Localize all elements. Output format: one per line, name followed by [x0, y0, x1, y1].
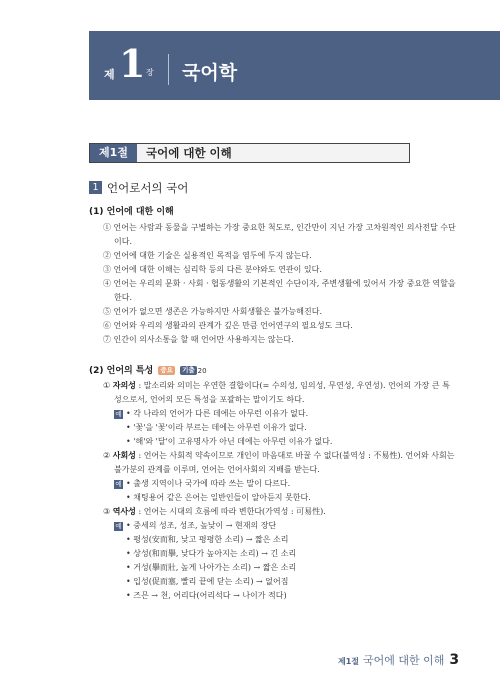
term-name: 자의성 — [112, 381, 136, 390]
list-item: ⑥ 언어와 우리의 생활과의 관계가 깊은 만큼 언어연구의 필요성도 크다. — [103, 321, 353, 330]
example-marker: 예 — [115, 522, 122, 530]
footer-section: 제1절 — [338, 657, 360, 666]
subsection-title: 언어로서의 국어 — [107, 180, 189, 195]
list-item: 한다. — [114, 293, 132, 302]
list-item: • '해'와 '달'이 고유명사가 아닌 데에는 아무런 이유가 없다. — [126, 437, 333, 446]
list-item: • 거성(擧而壯, 높게 나아가는 소리) → 짧은 소리 — [126, 563, 297, 572]
important-badge: 중요 — [160, 366, 173, 374]
exam-badge: 기출 — [182, 366, 195, 374]
page-number: 3 — [449, 652, 460, 668]
chapter-prefix: 제 — [104, 68, 115, 81]
heading-text: (2) 언어의 특성 — [89, 366, 154, 376]
list-item: • 즈믄 → 천, 어리다(어리석다 → 나이가 적다) — [126, 591, 287, 600]
section-title: 국어에 대한 이해 — [146, 146, 232, 160]
chapter-suffix: 장 — [146, 68, 154, 77]
list-item: 성으로서, 언어의 모든 특성을 포괄하는 말이기도 하다. — [114, 395, 305, 404]
list-item: • 입성(促而塞, 빨리 끝에 닫는 소리) → 없어짐 — [126, 577, 289, 586]
example-item: 예 • 출생 지역이나 국가에 따라 쓰는 말이 다르다. — [115, 479, 291, 488]
list-item: • 상성(和而擧, 낮다가 높아지는 소리) → 긴 소리 — [126, 549, 297, 558]
list-item: ③ 언어에 대한 이해는 심리학 등의 다른 분야와도 연관이 있다. — [103, 265, 322, 274]
section-heading — [89, 143, 410, 163]
list-item: ⑤ 언어가 없으면 생존은 가능하지만 사회생활은 불가능해진다. — [103, 307, 322, 316]
term-item: ① 자의성 : 말소리와 의미는 우연한 결합이다(= 수의성, 임의성, 무연성, 우연성). 언어의 가장 큰 특 — [103, 381, 450, 390]
list-item: ① 언어는 사람과 동물을 구별하는 가장 중요한 척도로, 인간만이 지닌 가장 고차원적인 의사전달 수단 — [103, 223, 456, 232]
example-marker: 예 — [115, 410, 122, 418]
exam-count: 20 — [197, 367, 207, 375]
section-tag: 제1절 — [90, 144, 137, 162]
list-item: • 평성(安而和, 낮고 평평한 소리) → 짧은 소리 — [126, 535, 289, 544]
example-item: 예 • 각 나라의 언어가 다른 데에는 아무런 이유가 없다. — [115, 409, 309, 418]
example-marker: 예 — [115, 480, 122, 488]
subsection-heading — [89, 177, 188, 196]
banner-divider — [168, 54, 169, 85]
list-item: • '꽃'을 '꽃'이라 부르는 데에는 아무런 이유가 없다. — [126, 423, 307, 432]
list-item: ② 언어에 대한 기술은 실용적인 목적을 염두에 두지 않는다. — [103, 251, 312, 260]
heading-language-characteristics — [89, 363, 207, 376]
chapter-banner — [89, 31, 500, 100]
example-item: 예 • 중세의 성조, 성조, 높낮이 → 현재의 장단 — [115, 521, 277, 530]
list-item: ⑦ 인간이 의사소통을 할 때 언어만 사용하지는 않는다. — [103, 335, 294, 344]
footer-title: 국어에 대한 이해 — [363, 654, 445, 667]
term-item: ③ 역사성 : 언어는 시대의 흐름에 따라 변한다(가역성 : 可易性). — [103, 507, 326, 516]
page-footer — [338, 649, 459, 668]
term-name: 사회성 — [112, 451, 136, 460]
term-name: 역사성 — [112, 507, 136, 516]
subsection-number: 1 — [89, 181, 102, 194]
chapter-title: 국어학 — [182, 62, 238, 84]
list-item: 불가분의 관계를 이루며, 언어는 언어사회의 지배를 받는다. — [114, 465, 320, 474]
term-item: ② 사회성 : 언어는 사회적 약속이므로 개인이 마음대로 바꿀 수 없다(불역성 : 不易性). 언어와 사회는 — [103, 451, 455, 460]
heading-language-understanding: (1) 언어에 대한 이해 — [89, 207, 174, 217]
list-item: 이다. — [114, 237, 132, 246]
list-item: • 채팅용어 같은 은어는 일반인들이 알아듣지 못한다. — [126, 493, 311, 502]
chapter-number: 1 — [119, 41, 146, 86]
list-item: ④ 언어는 우리의 문화 · 사회 · 협동생활의 기본적인 수단이자, 주변생활에 있어서 가장 중요한 역할을 — [103, 279, 456, 288]
